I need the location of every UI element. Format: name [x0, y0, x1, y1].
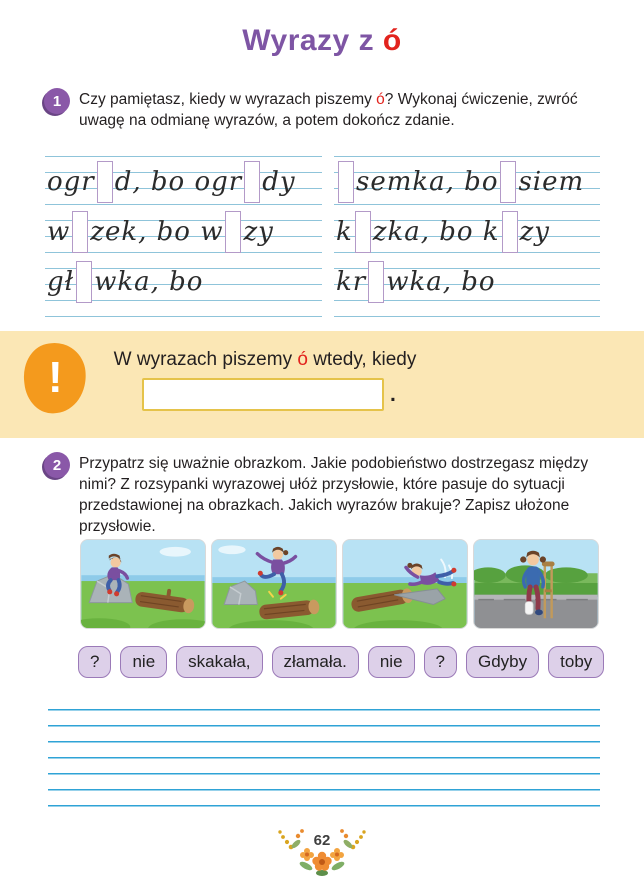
letter-gap-box[interactable]: [244, 161, 260, 203]
handwriting-text: siem: [518, 167, 585, 197]
handwriting-text: w: [47, 217, 71, 247]
handwriting-text: zka, bo k: [372, 217, 500, 247]
handwriting-row: [336, 208, 550, 256]
handwriting-text: kr: [336, 267, 367, 297]
word-tile[interactable]: skakała,: [176, 646, 262, 678]
rule-callout-box: [0, 331, 644, 438]
letter-gap-box[interactable]: [225, 211, 241, 253]
handwriting-text: wka, bo: [94, 267, 204, 297]
exercise-2-instruction: Przypatrz się uważnie obrazkom. Jakie podobieństwo dostrzegasz między nimi? Z rozsypanki wyrazowej ułóż przysłowie, które pasuje do sytuacji przedstawionej na obrazkach. Jakich wyrazów brakuje? Zapisz ułożone przysłowie.: [79, 455, 589, 535]
picture-3-girl-falling-off-log: [342, 539, 468, 629]
letter-gap-box[interactable]: [338, 161, 354, 203]
letter-gap-box[interactable]: [368, 261, 384, 303]
word-tile[interactable]: Gdyby: [466, 646, 539, 678]
handwriting-text: zy: [519, 217, 550, 247]
instruction-accent: ó: [376, 91, 385, 108]
exercise-1-badge: 1: [44, 88, 70, 114]
handwriting-text: zek, bo w: [90, 217, 224, 247]
word-tile[interactable]: złamała.: [272, 646, 359, 678]
flower-decoration: [264, 820, 380, 880]
handwriting-text: dy: [262, 167, 296, 197]
handwriting-row: [47, 258, 203, 306]
handwriting-text: k: [336, 217, 353, 247]
exclamation-glyph: !: [47, 353, 63, 402]
handwriting-row: [47, 208, 274, 256]
word-tile[interactable]: nie: [120, 646, 167, 678]
answer-writing-lines[interactable]: [48, 709, 600, 807]
word-tile[interactable]: ?: [78, 646, 111, 678]
letter-gap-box[interactable]: [355, 211, 371, 253]
title-text: Wyrazy z: [242, 24, 375, 57]
handwriting-column-left: [45, 156, 322, 318]
handwriting-text: ogr: [47, 167, 95, 197]
instruction-text: Czy pamiętasz, kiedy w wyrazach piszemy: [79, 91, 377, 108]
picture-2-girl-jumping-over-log: [211, 539, 337, 629]
letter-gap-box[interactable]: [76, 261, 92, 303]
handwriting-text: wka, bo: [386, 267, 496, 297]
callout-text-part: W wyrazach piszemy: [113, 349, 298, 370]
letter-gap-box[interactable]: [502, 211, 518, 253]
page-footer: [0, 818, 644, 880]
handwriting-text: zy: [243, 217, 274, 247]
letter-gap-box[interactable]: [500, 161, 516, 203]
page-number: 62: [313, 832, 331, 849]
word-tile[interactable]: nie: [368, 646, 415, 678]
sentence-period: .: [390, 383, 396, 406]
handwriting-row: [336, 158, 584, 206]
picture-strip: [80, 539, 599, 629]
word-tiles: [78, 646, 618, 678]
letter-gap-box[interactable]: [97, 161, 113, 203]
handwriting-text: semka, bo: [356, 167, 499, 197]
callout-accent: ó: [297, 349, 308, 370]
word-tile[interactable]: toby: [548, 646, 604, 678]
handwriting-text: d, bo ogr: [114, 167, 243, 197]
rule-answer-input[interactable]: [142, 378, 384, 411]
handwriting-column-right: [334, 156, 600, 318]
callout-text-part: wtedy, kiedy: [307, 349, 417, 370]
word-tile[interactable]: ?: [424, 646, 457, 678]
picture-1-girl-climbing-rock: [80, 539, 206, 629]
handwriting-row: [47, 158, 296, 206]
callout-text: [80, 349, 450, 371]
page-title: [0, 24, 644, 58]
instruction-text: ? Wykonaj ćwiczenie, zwróć uwagę na odmianę wyrazów, a potem dokończ zdanie.: [79, 91, 578, 129]
title-accent-letter: ó: [382, 24, 402, 57]
picture-4-girl-with-crutches-cast: [473, 539, 599, 629]
exercise-1-instruction: [79, 89, 619, 131]
handwriting-text: gł: [47, 267, 75, 297]
exercise-2-badge: 2: [44, 452, 70, 478]
letter-gap-box[interactable]: [72, 211, 88, 253]
handwriting-row: [336, 258, 496, 306]
